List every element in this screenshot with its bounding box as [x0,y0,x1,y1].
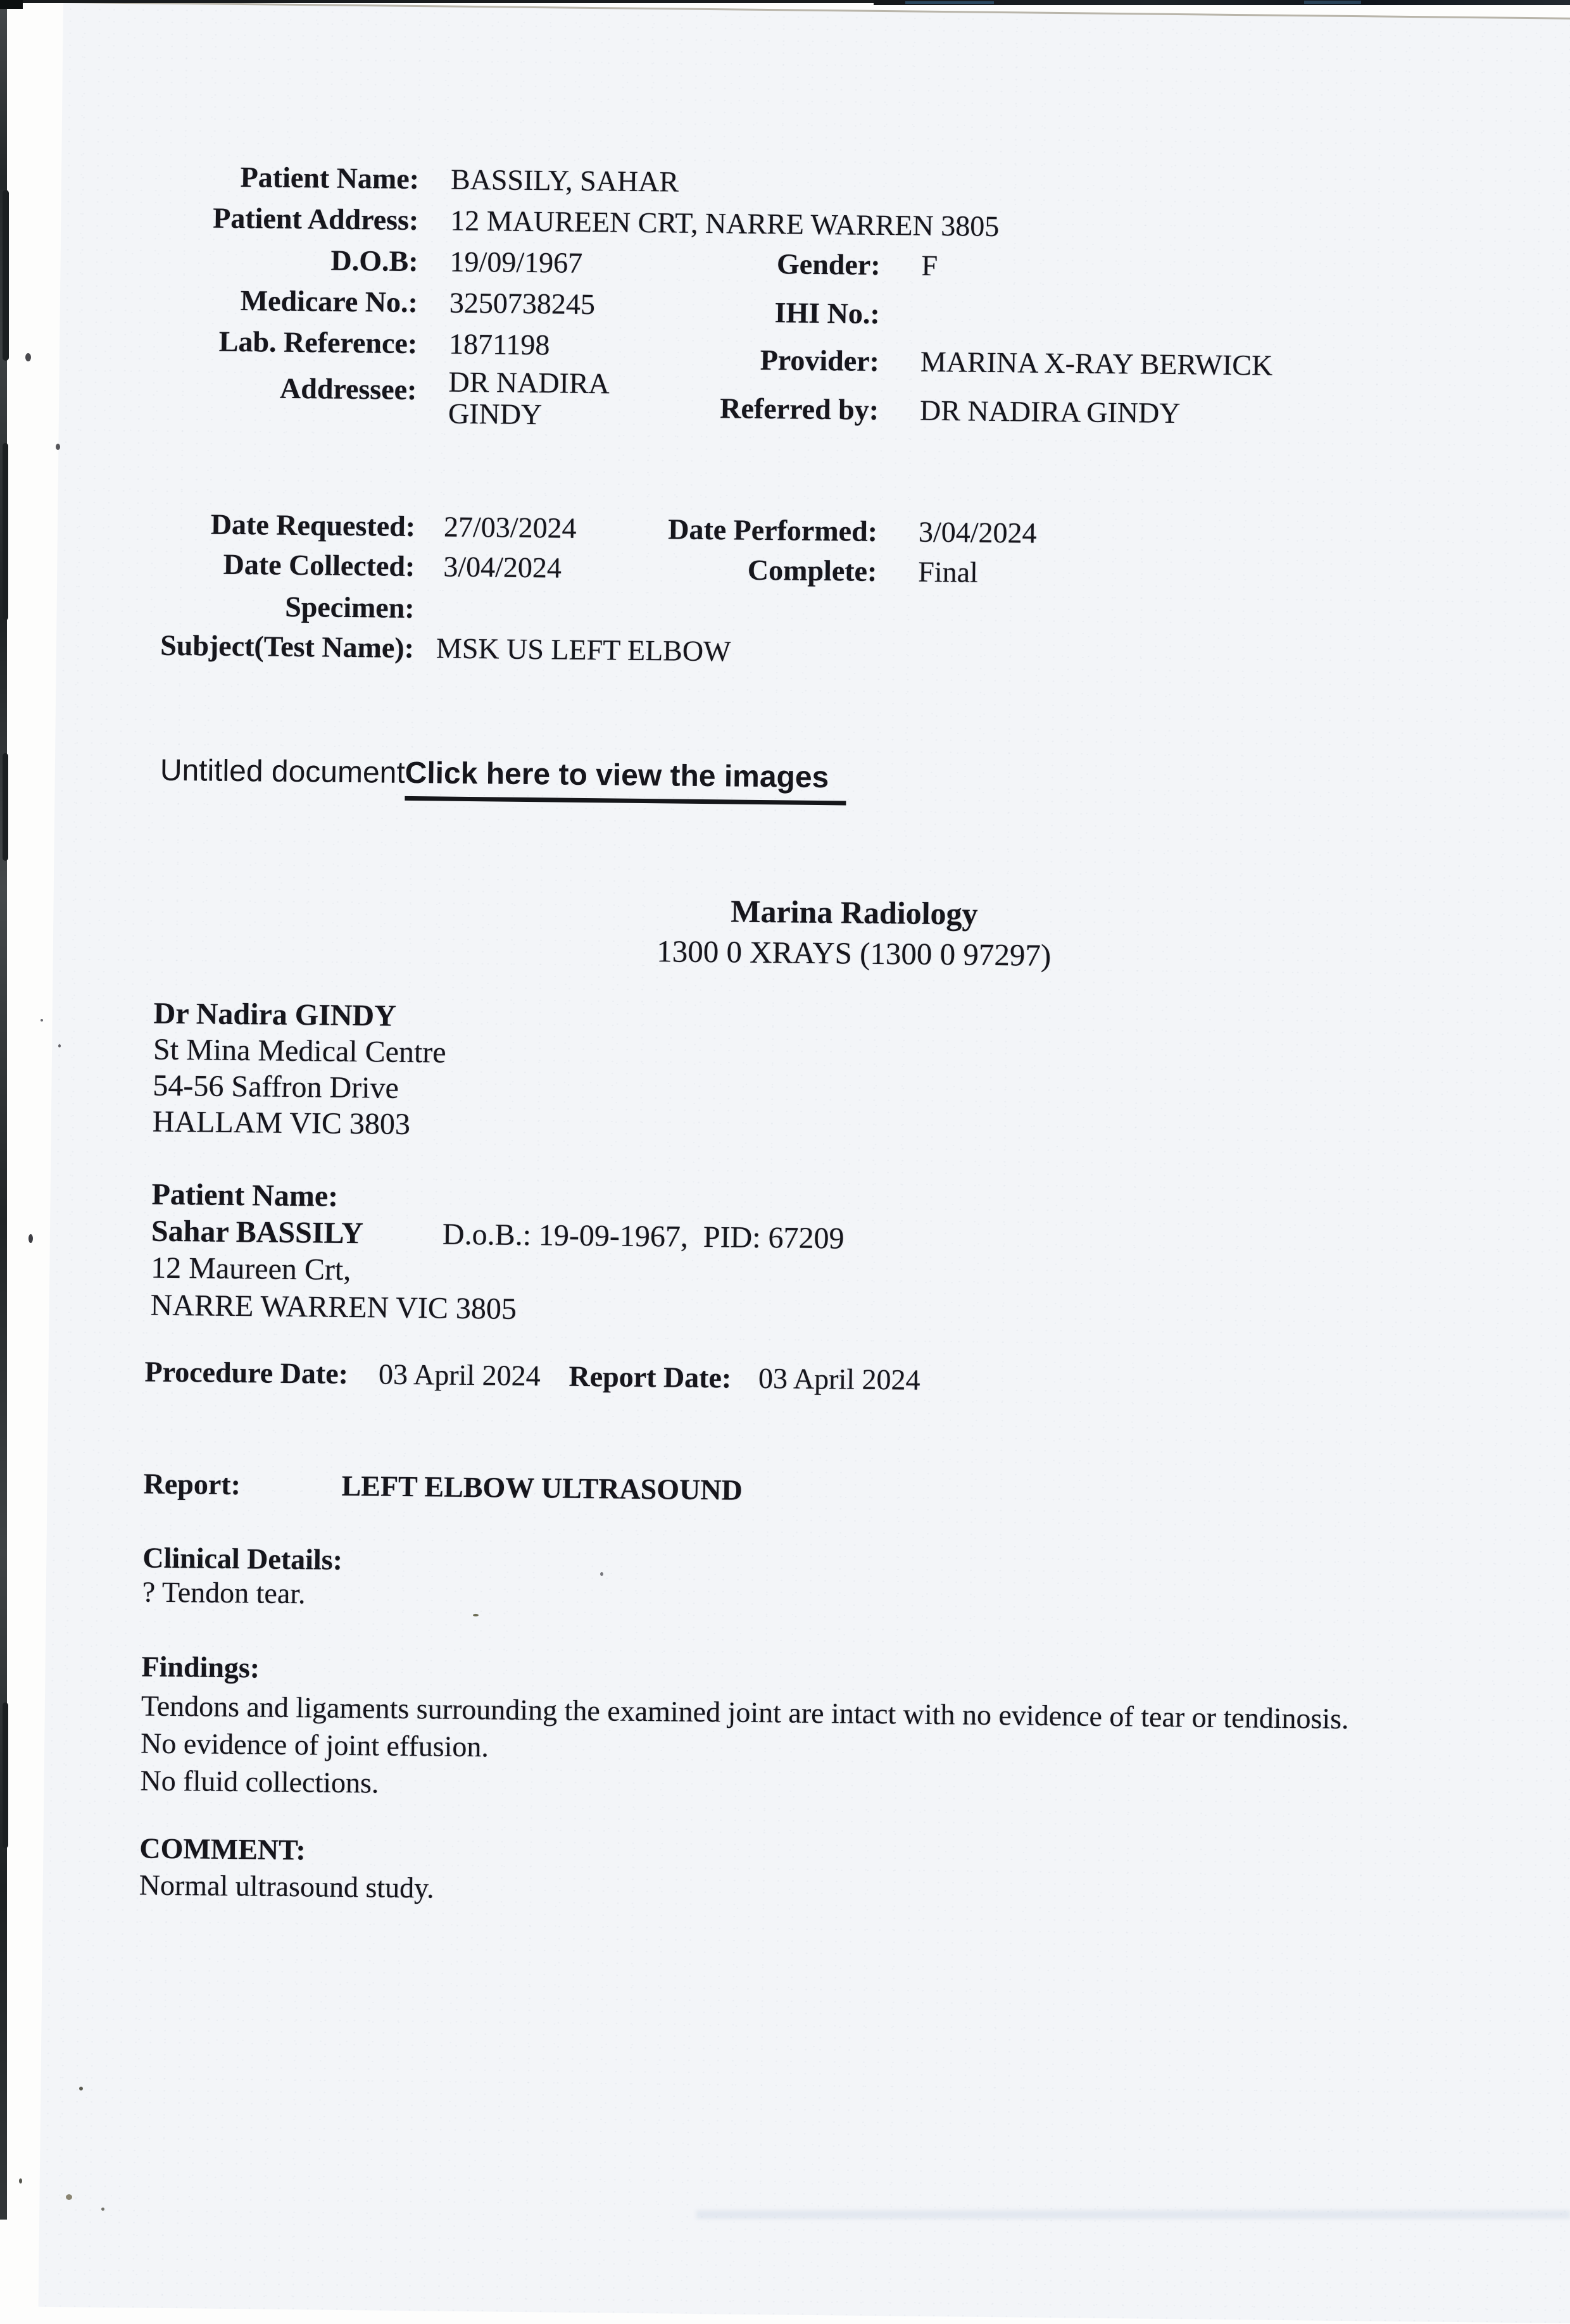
scan-bottom-streak [696,2210,1570,2219]
report-date-label: Report Date: [568,1359,732,1394]
addressee-value-line2: GINDY [448,397,543,431]
scanner-top-edge-tint [905,1,994,4]
patient-name-line: Sahar BASSILY [151,1214,364,1251]
date-collected-label: Date Collected: [223,547,415,583]
addressee-label: Addressee: [279,372,417,406]
gender-value: F [921,249,938,282]
date-performed-label: Date Performed: [667,513,878,547]
gender-label: Gender: [776,247,881,281]
scan-speck [56,444,60,450]
clinical-details-heading: Clinical Details: [142,1541,343,1576]
scan-speck [79,2087,83,2090]
scanner-corner-mark [0,0,23,9]
patient-name-label: Patient Name: [240,161,420,196]
report-date-value: 03 April 2024 [751,1361,920,1396]
subject-test-value: MSK US LEFT ELBOW [436,632,731,668]
provider-label: Provider: [760,343,880,377]
referrer-name: Dr Nadira GINDY [153,996,397,1033]
scanner-edge-blob [3,753,8,861]
findings-line-2: No evidence of joint effusion. [140,1727,489,1763]
untitled-document-text: Untitled document [160,753,406,790]
lab-reference-label: Lab. Reference: [218,325,418,360]
patient-dob-pid: D.o.B.: 19-09-1967, PID: 67209 [442,1217,845,1256]
ihi-label: IHI No.: [774,296,881,330]
medicare-label: Medicare No.: [240,284,418,319]
procedure-date-value: 03 April 2024 [371,1358,541,1392]
report-title: LEFT ELBOW ULTRASOUND [341,1469,743,1506]
scanner-top-edge-tint [1304,1,1361,4]
specimen-label: Specimen: [284,590,415,625]
referrer-practice: St Mina Medical Centre [153,1032,446,1070]
patient-name-value: BASSILY, SAHAR [450,163,679,198]
complete-label: Complete: [747,553,877,587]
clinic-phone: 1300 0 XRAYS (1300 0 97297) [656,934,1052,973]
procedure-date-label: Procedure Date: [144,1355,349,1390]
referred-by-value: DR NADIRA GINDY [919,394,1181,430]
scanner-edge-blob [3,190,9,361]
clinical-details-line: ? Tendon tear. [142,1575,306,1610]
findings-line-1: Tendons and ligaments surrounding the examined joint are intact with no evidence of tear or tendinosis. [141,1689,1349,1735]
referrer-suburb: HALLAM VIC 3803 [152,1104,411,1142]
date-requested-label: Date Requested: [210,508,416,543]
lab-reference-value: 1871198 [448,327,550,361]
date-performed-value: 3/04/2024 [918,515,1037,549]
scan-speck [25,353,31,361]
patient-street: 12 Maureen Crt, [151,1251,351,1287]
scan-speck [600,1572,603,1576]
patient-address-label: Patient Address: [213,201,419,237]
referrer-street: 54-56 Saffron Drive [153,1068,399,1105]
patient-address-value: 12 MAUREEN CRT, NARRE WARREN 3805 [450,204,1000,243]
date-collected-value: 3/04/2024 [443,550,562,584]
scan-speck [473,1614,479,1616]
view-images-link[interactable]: Click here to view the images [405,753,846,806]
medicare-value: 3250738245 [449,286,596,321]
patient-heading: Patient Name: [151,1177,339,1213]
clinic-name: Marina Radiology [731,893,978,932]
report-label: Report: [143,1467,241,1501]
addressee-value-line1: DR NADIRA [448,365,610,400]
scanned-page [39,1,1570,2324]
provider-value: MARINA X-RAY BERWICK [920,345,1273,382]
scanner-edge-blob [3,443,8,620]
document-link-line [160,751,846,806]
referred-by-label: Referred by: [720,392,879,426]
comment-line: Normal ultrasound study. [139,1868,434,1904]
comment-heading: COMMENT: [139,1832,306,1866]
dob-label: D.O.B: [330,244,418,278]
scan-speck [28,1234,33,1243]
date-requested-value: 27/03/2024 [443,510,577,544]
scan-speck [19,2178,22,2183]
scan-speck [66,2194,72,2200]
scan-speck [58,1044,61,1047]
dob-value: 19/09/1967 [449,245,583,279]
complete-value: Final [918,555,979,589]
findings-heading: Findings: [141,1650,260,1684]
scan-speck [41,1019,43,1021]
findings-line-3: No fluid collections. [140,1764,379,1799]
patient-suburb: NARRE WARREN VIC 3805 [150,1288,517,1326]
scanner-edge-blob [3,1702,8,1848]
subject-test-label: Subject(Test Name): [160,628,415,665]
scan-speck [101,2208,104,2211]
